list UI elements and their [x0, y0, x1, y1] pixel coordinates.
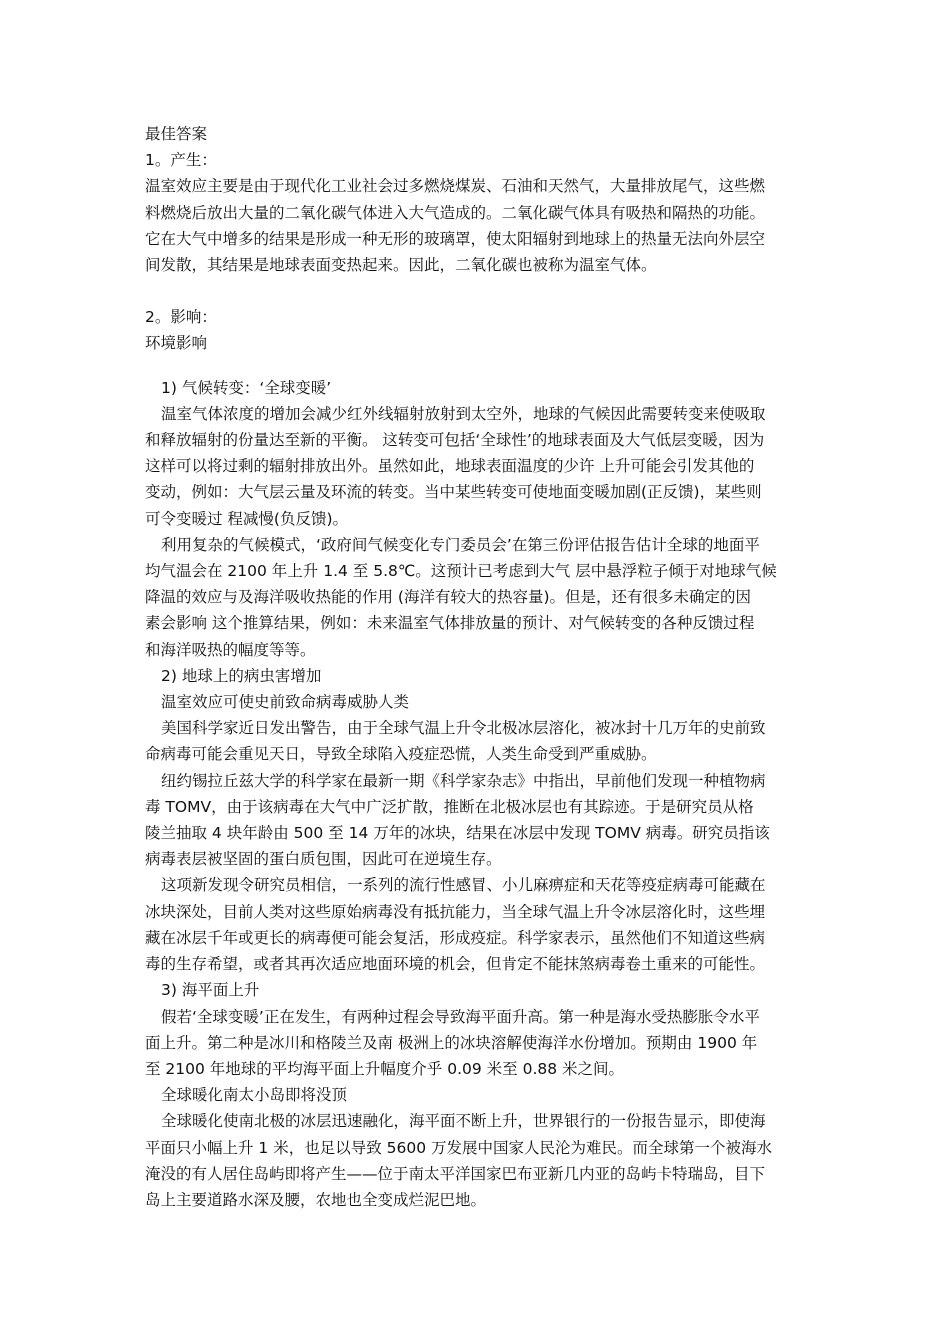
section-2-subheading: 环境影响	[145, 334, 208, 353]
paragraph-1: 温室气体浓度的增加会减少红外线辐射放射到太空外，地球的气候因此需要转变来使吸取 和释放辐射的份量达至新的平衡。 这转变可包括‘全球性’的地球表面及大气低层变暖，因为 这样可以将过剩的辐射排放出外。虽然如此，地球表面温度的少许 上升可能会引发其他的 变动，例如：大气层云量及环流的转变。当中某些转变可使地面变暖加剧(正反馈)，某些则 可令变暖过 程减慢(负反馈)。	[145, 404, 766, 528]
subheading-sea-level: 3) 海平面上升	[161, 981, 260, 1000]
document-page	[145, 121, 810, 1213]
paragraph-2: 利用复杂的气候模式，‘政府间气候变化专门委员会’在第三份评估报告估计全球的地面平 均气温会在 2100 年上升 1.4 至 5.8℃。这预计已考虑到大气 层中悬浮粒子倾于对地球气候 降温的效应与及海洋吸收热能的作用 (海洋有较大的热容量)。但是，还有很多未确定的因 素会影响 这个推算结果，例如：未来温室气体排放量的预计、对气候转变的各种反馈过程 和海洋吸热的幅度等等。	[145, 535, 777, 659]
subheading-islands: 全球暖化南太小岛即将没顶	[161, 1086, 348, 1105]
paragraph-5: 这项新发现令研究员相信，一系列的流行性感冒、小儿麻痹症和天花等疫症病毒可能藏在 冰块深处，目前人类对这些原始病毒没有抵抗能力，当全球气温上升令冰层溶化时，这些埋 藏在冰层千年或更长的病毒便可能会复活，形成疫症。科学家表示，虽然他们不知道这些病 毒的生存希望，或者其再次适应地面环境的机会，但肯定不能抹煞病毒卷土重来的可能性。	[145, 876, 766, 974]
subheading-pests: 2) 地球上的病虫害增加	[161, 666, 322, 685]
spacer	[145, 278, 810, 304]
document-heading: 最佳答案	[145, 125, 208, 143]
subheading-virus: 温室效应可使史前致命病毒威胁人类	[161, 693, 410, 712]
section-1-label: 1。产生：	[145, 151, 217, 170]
paragraph-4: 纽约锡拉丘兹大学的科学家在最新一期《科学家杂志》中指出，早前他们发现一种植物病 毒 TOMV，由于该病毒在大气中广泛扩散，推断在北极冰层也有其踪迹。于是研究员从格 陵兰抽取 4 块年龄由 500 至 14 万年的冰块，结果在冰层中发现 TOMV 病毒。研究员指该 病毒表层被坚固的蛋白质包围，因此可在逆境生存。	[145, 771, 770, 869]
paragraph-6: 假若‘全球变暖’正在发生，有两种过程会导致海平面升高。第一种是海水受热膨胀令水平 面上升。第二种是冰川和格陵兰及南 极洲上的冰块溶解使海洋水份增加。预期由 1900 年 至 2100 年地球的平均海平面上升幅度介乎 0.09 米至 0.88 米之间。	[145, 1007, 760, 1078]
spacer	[145, 357, 810, 375]
paragraph-7: 全球暖化使南北极的冰层迅速融化，海平面不断上升，世界银行的一份报告显示，即使海 平面只小幅上升 1 米，也足以导致 5600 万发展中国家人民沦为难民。而全球第一个被海水 淹没的有人居住岛屿即将产生——位于南太平洋国家巴布亚新几内亚的岛屿卡特瑞岛，目下 岛上主要道路水深及腰，农地也全变成烂泥巴地。	[145, 1112, 773, 1209]
paragraph-3: 美国科学家近日发出警告，由于全球气温上升令北极冰层溶化，被冰封十几万年的史前致 命病毒可能会重见天日，导致全球陷入疫症恐慌，人类生命受到严重威胁。	[145, 719, 766, 764]
section-1-text: 温室效应主要是由于现代化工业社会过多燃烧煤炭、石油和天然气，大量排放尾气，这些燃 料燃烧后放出大量的二氧化碳气体进入大气造成的。二氧化碳气体具有吸热和隔热的功能。 它在大气中增多的结果是形成一种无形的玻璃罩，使太阳辐射到地球上的热量无法向外层空 间发散，其结果是地球表面变热起来。因此，二氧化碳也被称为温室气体。	[145, 177, 766, 275]
section-2-label: 2。影响：	[145, 308, 217, 327]
subheading-climate-change: 1) 气候转变：‘全球变暖’	[161, 378, 332, 397]
